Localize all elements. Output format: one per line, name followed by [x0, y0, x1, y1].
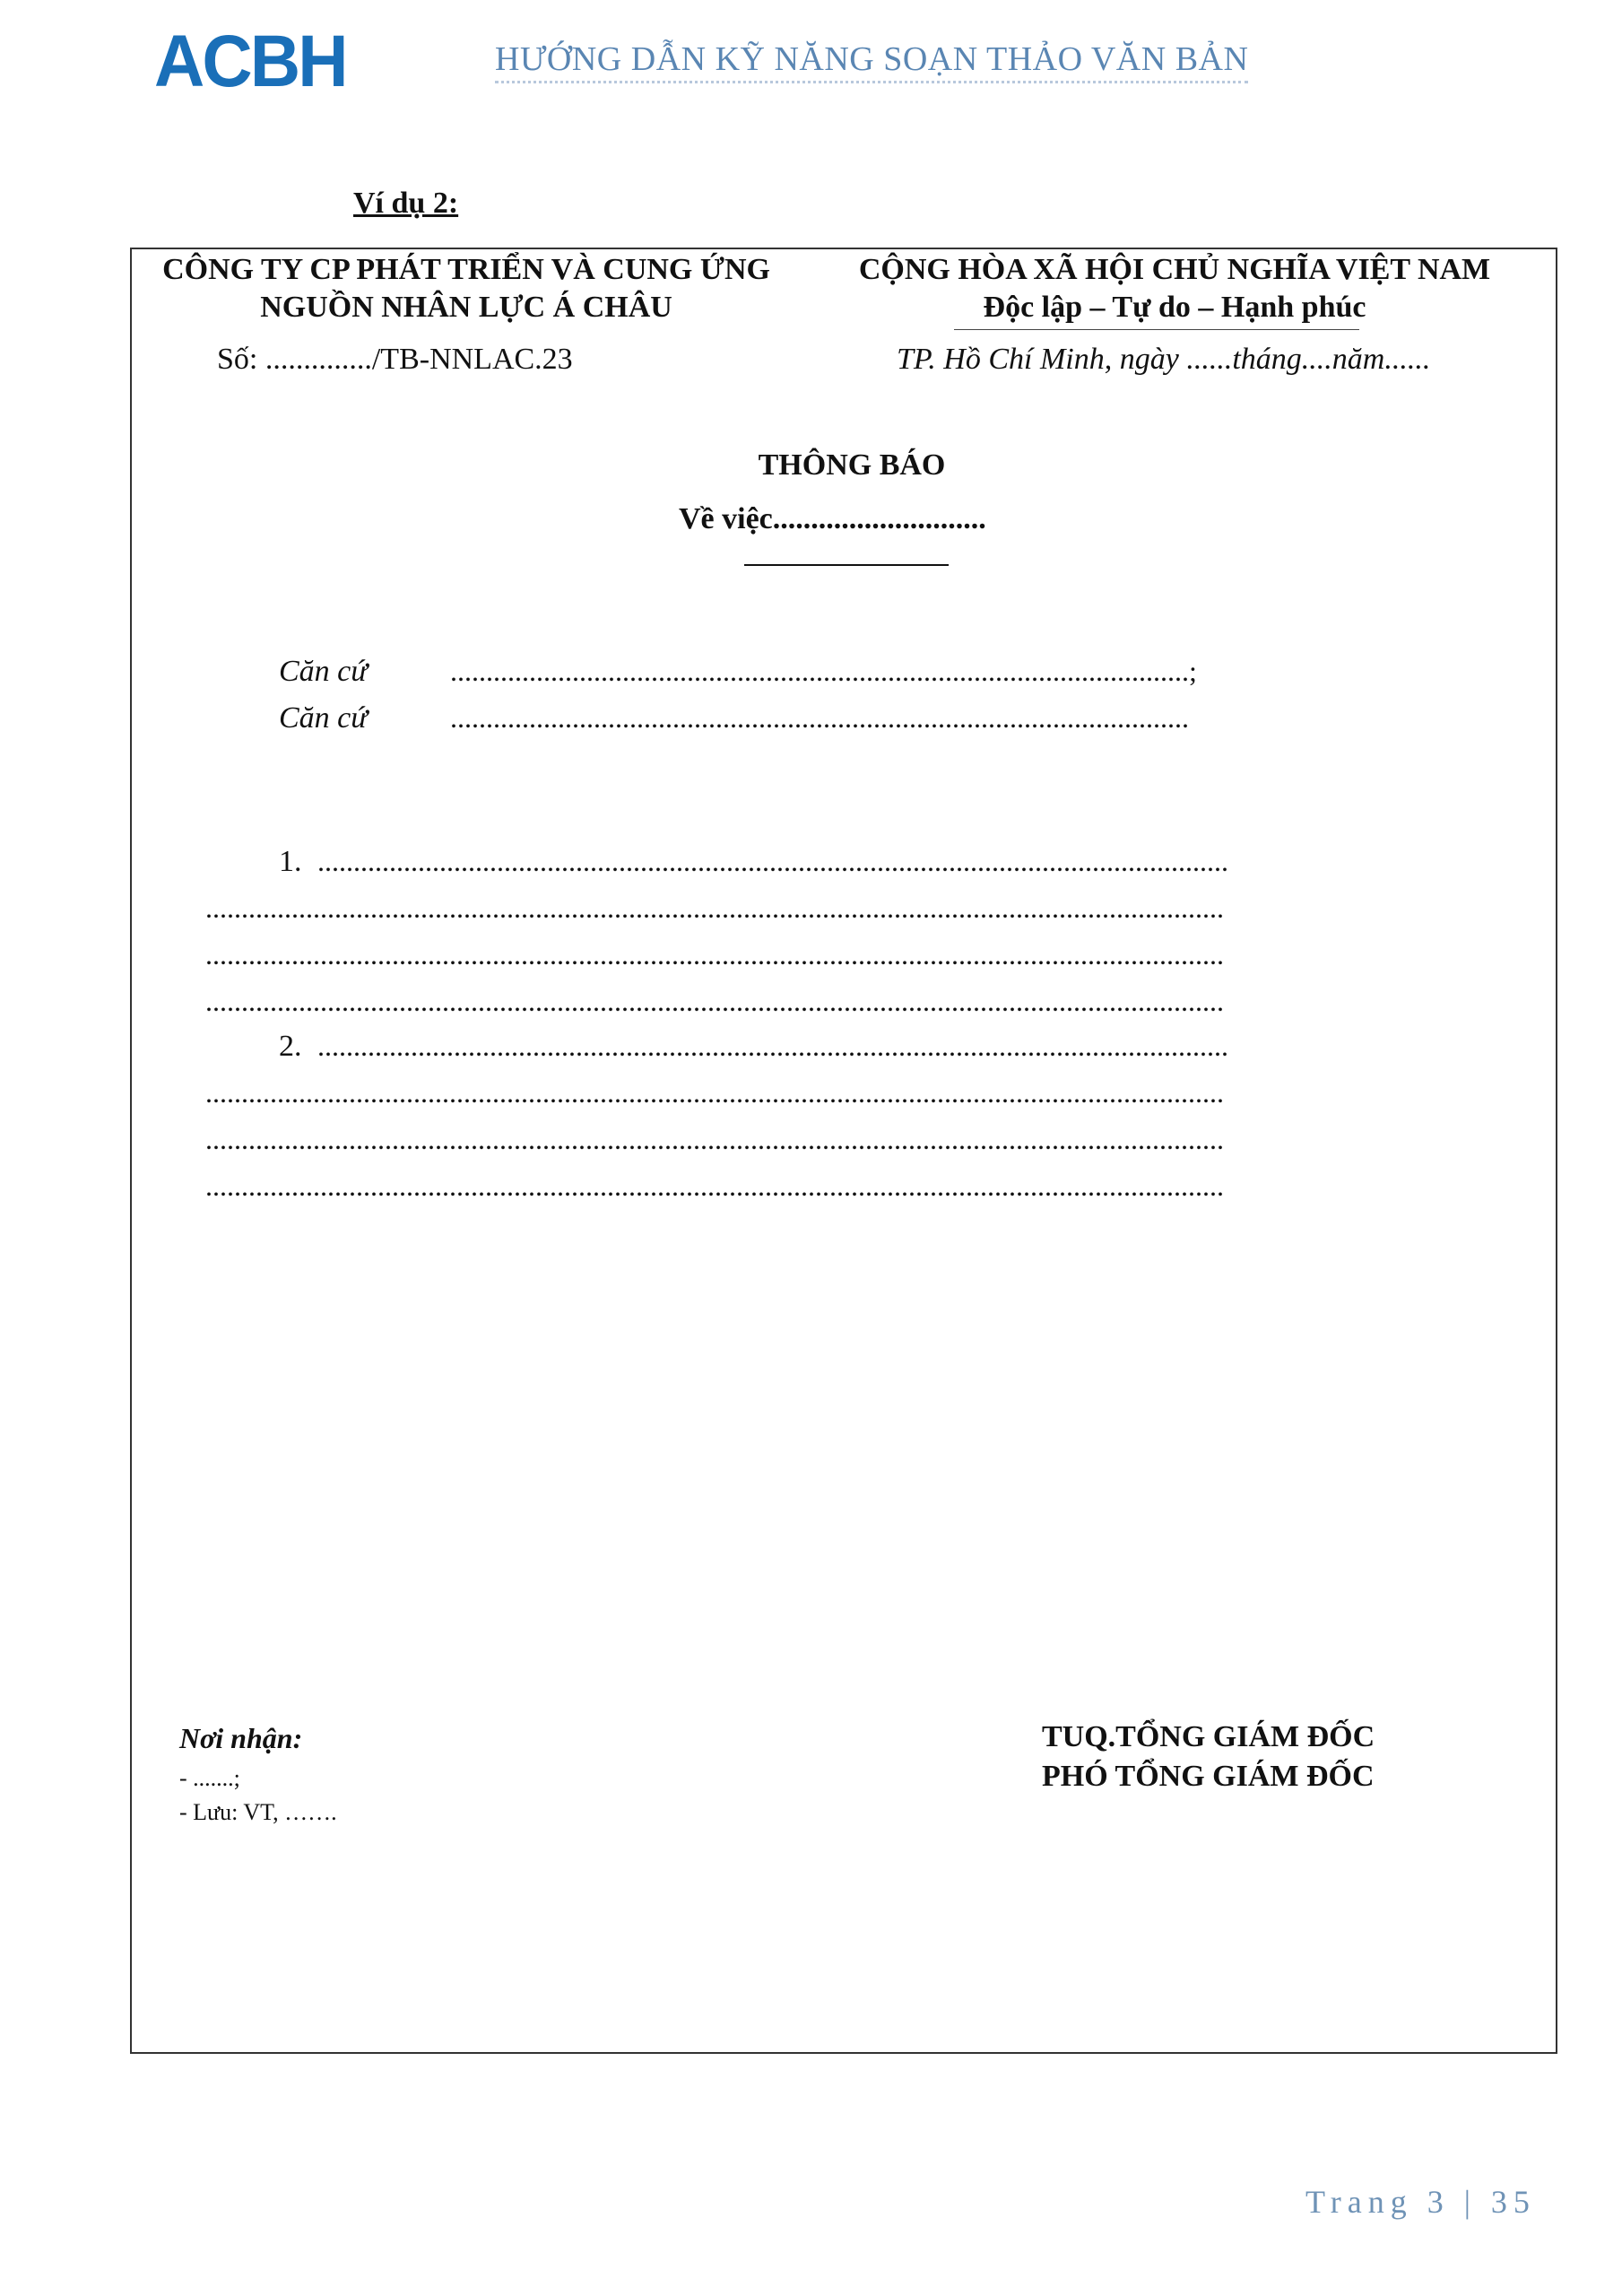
signature-line-2: PHÓ TỔNG GIÁM ĐỐC	[1042, 1760, 1375, 1793]
item-1-line: ..............................................................................................................................................	[205, 938, 1224, 970]
item-2-line: ..............................................................................................................................................	[205, 1123, 1224, 1155]
basis-text-2: .......................................................................................................	[450, 701, 1189, 734]
item-number-2: 2.	[279, 1030, 302, 1063]
example-label: Ví dụ 2:	[353, 187, 459, 220]
signature-line-1: TUQ.TỔNG GIÁM ĐỐC	[1042, 1720, 1375, 1753]
basis-text-1: .......................................................................................................;	[450, 655, 1197, 687]
national-motto: Độc lập – Tự do – Hạnh phúc	[983, 291, 1366, 324]
item-2-line: ..............................................................................................................................................	[205, 1170, 1224, 1202]
item-number-1: 1.	[279, 845, 302, 878]
basis-label-1: Căn cứ	[279, 655, 368, 688]
recipients-title: Nơi nhận:	[179, 1722, 303, 1754]
notice-title: THÔNG BÁO	[758, 448, 946, 482]
item-2-first-line: ...............................................................................................................................	[317, 1030, 1228, 1062]
recipient-line-1: - .......;	[179, 1765, 240, 1791]
recipient-line-2: - Lưu: VT, …….	[179, 1799, 337, 1825]
company-name-line2: NGUỒN NHÂN LỰC Á CHÂU	[260, 291, 672, 324]
company-logo: ACBH	[154, 21, 346, 102]
item-1-line: ..............................................................................................................................................	[205, 985, 1224, 1017]
national-title: CỘNG HÒA XÃ HỘI CHỦ NGHĨA VIỆT NAM	[858, 253, 1491, 286]
company-name-line1: CÔNG TY CP PHÁT TRIỂN VÀ CUNG ỨNG	[162, 253, 770, 286]
subject-underline	[744, 564, 949, 566]
place-and-date: TP. Hồ Chí Minh, ngày ......tháng....năm......	[897, 343, 1431, 376]
notice-subject: Về việc............................	[679, 502, 986, 535]
document-number: Số: ............../TB-NNLAC.23	[217, 343, 573, 376]
page-number: Trang 3 | 35	[1305, 2184, 1536, 2220]
motto-underline	[954, 329, 1359, 330]
item-2-line: ..............................................................................................................................................	[205, 1076, 1224, 1109]
item-1-first-line: ...............................................................................................................................	[317, 845, 1228, 877]
basis-label-2: Căn cứ	[279, 701, 368, 735]
item-1-line: ..............................................................................................................................................	[205, 891, 1224, 924]
document-title: HƯỚNG DẪN KỸ NĂNG SOẠN THẢO VĂN BẢN	[495, 41, 1248, 83]
